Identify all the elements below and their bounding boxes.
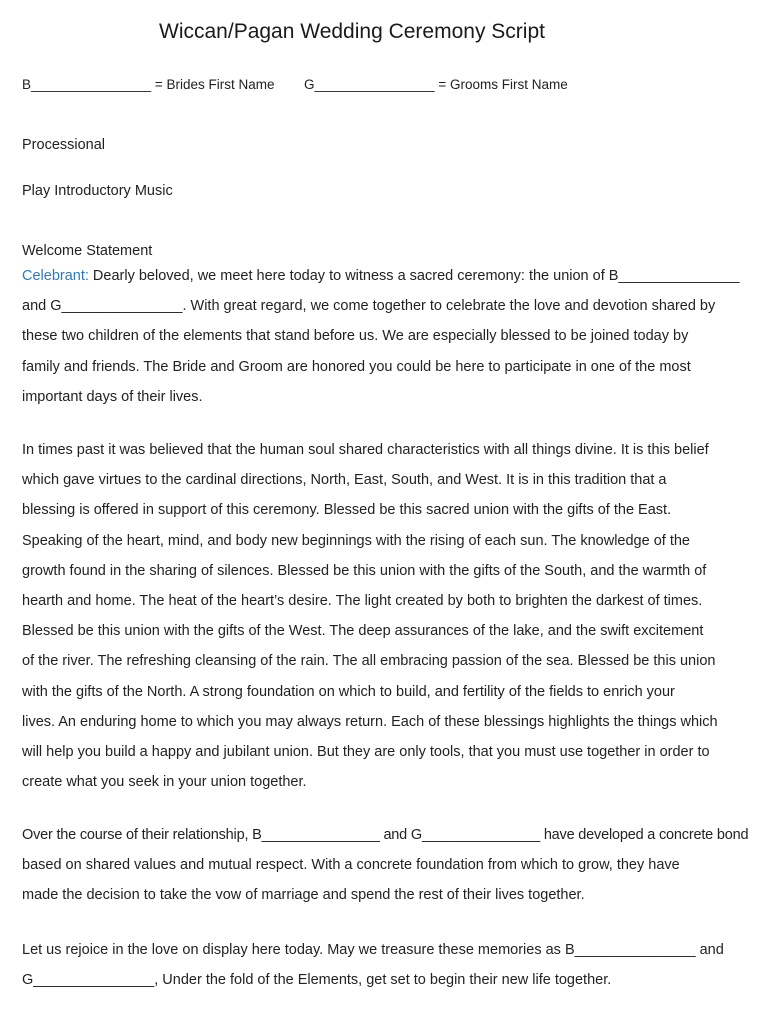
paragraph-line: lives. An enduring home to which you may always return. Each of these blessings highlights the things which [22, 713, 718, 730]
paragraph-line: with the gifts of the North. A strong foundation on which to build, and fertility of the fields to enrich your [22, 683, 675, 700]
play-music-instruction: Play Introductory Music [22, 183, 173, 199]
paragraph-line: Blessed be this union with the gifts of the West. The deep assurances of the lake, and the swift excitement [22, 623, 704, 640]
paragraph-line: made the decision to take the vow of marriage and spend the rest of their lives together. [22, 887, 585, 904]
paragraph-line: based on shared values and mutual respect. With a concrete foundation from which to grow, they have [22, 857, 680, 874]
paragraph-line: create what you seek in your union together. [22, 774, 307, 791]
paragraph-line: Over the course of their relationship, B_______________ and G_______________ have developed a concrete bond [22, 827, 749, 843]
paragraph-line: of the river. The refreshing cleansing of the rain. The all embracing passion of the sea. Blessed be this union [22, 653, 716, 670]
processional-heading: Processional [22, 137, 106, 153]
paragraph-line: which gave virtues to the cardinal directions, North, East, South, and West. It is in this tradition that a [22, 472, 667, 489]
paragraph-line: hearth and home. The heat of the heart’s desire. The light created by both to brighten the darkest of times. [22, 593, 703, 610]
paragraph-line: G_______________, Under the fold of the Elements, get set to begin their new life together. [22, 972, 612, 989]
name-legend [22, 75, 568, 95]
paragraph-line: important days of their lives. [22, 388, 203, 405]
paragraph-line: Let us rejoice in the love on display here today. May we treasure these memories as B_______________ and [22, 942, 724, 958]
relationship-paragraph [22, 820, 748, 911]
paragraph-line: and G_______________. With great regard, we come together to celebrate the love and devotion shared by [22, 298, 716, 315]
paragraph-line: family and friends. The Bride and Groom are honored you could be here to participate in one of the most [22, 358, 691, 375]
paragraph-line: growth found in the sharing of silences. Blessed be this union with the gifts of the South, and the warmth of [22, 562, 707, 579]
welcome-heading: Welcome Statement [22, 243, 153, 259]
groom-name-legend: G________________ = Grooms First Name [304, 77, 568, 92]
paragraph-line: In times past it was believed that the human soul shared characteristics with all things divine. It is this belief [22, 442, 709, 458]
welcome-paragraph [22, 261, 748, 412]
paragraph-line: blessing is offered in support of this ceremony. Blessed be this sacred union with the gifts of the East. [22, 502, 672, 519]
paragraph-line: these two children of the elements that stand before us. We are especially blessed to be joined today by [22, 328, 689, 345]
elements-paragraph [22, 435, 748, 797]
bride-name-legend: B________________ = Brides First Name [22, 77, 275, 92]
rejoice-paragraph [22, 935, 748, 995]
paragraph-line: Speaking of the heart, mind, and body new beginnings with the rising of each sun. The knowledge of the [22, 532, 690, 549]
paragraph-line [22, 261, 748, 291]
speaker-label: Celebrant: [22, 268, 89, 284]
document-title: Wiccan/Pagan Wedding Ceremony Script [159, 20, 545, 43]
line-text: Dearly beloved, we meet here today to witness a sacred ceremony: the union of B_______________ [88, 268, 740, 284]
paragraph-line: will help you build a happy and jubilant union. But they are only tools, that you must use together in order to [22, 744, 710, 761]
